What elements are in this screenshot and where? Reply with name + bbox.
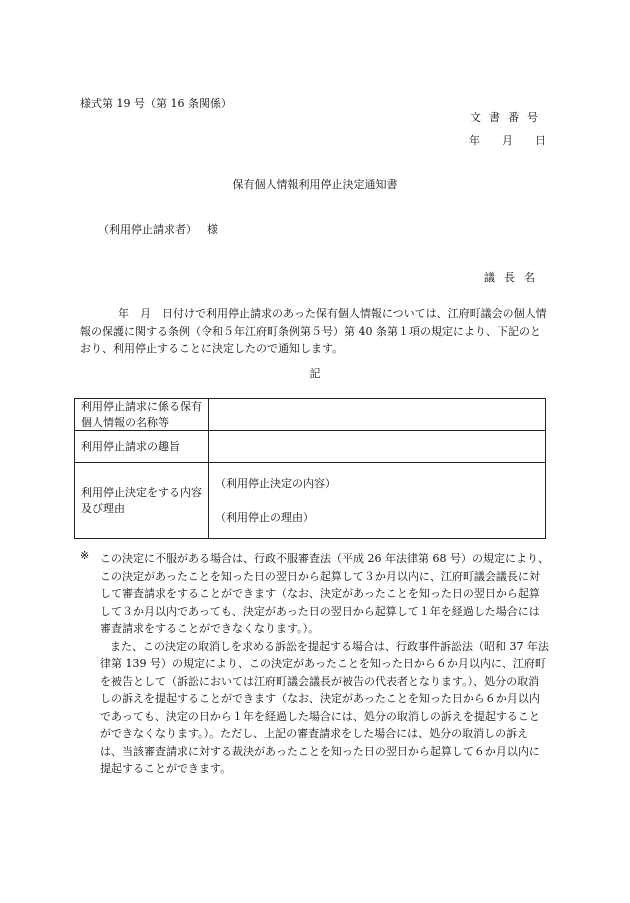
- page-title: 保有個人情報利用停止決定通知書: [232, 178, 398, 191]
- decision-reason-label: （利用停止の理由）: [215, 511, 314, 524]
- document-number-label: 文書番号: [470, 111, 546, 124]
- date-year: 年: [469, 134, 480, 147]
- row-label-decision-reason: 利用停止決定をする内容及び理由: [75, 463, 209, 539]
- info-table: [74, 398, 546, 539]
- row-value-info-name: [209, 399, 546, 431]
- table-row: [75, 431, 546, 463]
- date-day: 日: [535, 134, 546, 147]
- document-date: [469, 135, 546, 146]
- row-value-decision-reason: [209, 463, 546, 539]
- recipient-honorific: 様: [207, 223, 218, 236]
- date-month: 月: [502, 134, 513, 147]
- recipient: [98, 224, 218, 235]
- row-value-request-purpose: [209, 431, 546, 463]
- body-paragraph: 年 月 日付けで利用停止請求のあった保有個人情報については、江府町議会の個人情報の保護に関する条例（令和５年江府町条例第５号）第 40 条第１項の規定により、下記のとおり、利用停止することに決定したので通知します。: [80, 307, 547, 355]
- sender-name: 議長名: [484, 271, 544, 284]
- ki-heading: 記: [309, 367, 321, 380]
- row-label-info-name: 利用停止請求に係る保有個人情報の名称等: [75, 399, 209, 431]
- table-row: [75, 463, 546, 539]
- note-paragraph-1: この決定に不服がある場合は、行政不服審査法（平成 26 年法律第 68 号）の規定により、この決定があったことを知った日の翌日から起算して３か月以内に、江府町議会議長に対して審査請求をすることができます（なお、決定があったことを知った日の翌日から起算して３か月以内であっても、決定があった日の翌日から起算して１年を経過した場合には審査請求をすることができなくなります。）。: [100, 552, 549, 635]
- row-label-request-purpose: 利用停止請求の趣旨: [75, 431, 209, 463]
- recipient-name: （利用停止請求者）: [98, 223, 197, 236]
- note-paragraph-2: また、この決定の取消しを求める訴訟を提起する場合は、行政事件訴訟法（昭和 37 年法律第 139 号）の規定により、この決定があったことを知った日から６か月以内に、江府町を被告として（訴訟においては江府町議会議長が被告の代表者となります。）、処分の取消しの訴えを提起することができます（なお、決定があったことを知った日から６か月以内であっても、決定の日から１年を経過した場合には、処分の取消しの訴えを提起することができなくなります。）。ただし、上記の審査請求をした場合には、処分の取消しの訴えは、当該審査請求に対する裁決があったことを知った日の翌日から起算して６か月以内に提起することができます。: [100, 639, 549, 775]
- form-number: 様式第 19 号（第 16 条関係）: [80, 97, 232, 110]
- note-text: [100, 550, 550, 778]
- table-row: [75, 399, 546, 431]
- decision-content-label: （利用停止決定の内容）: [215, 476, 336, 490]
- note-mark: ※: [80, 549, 90, 562]
